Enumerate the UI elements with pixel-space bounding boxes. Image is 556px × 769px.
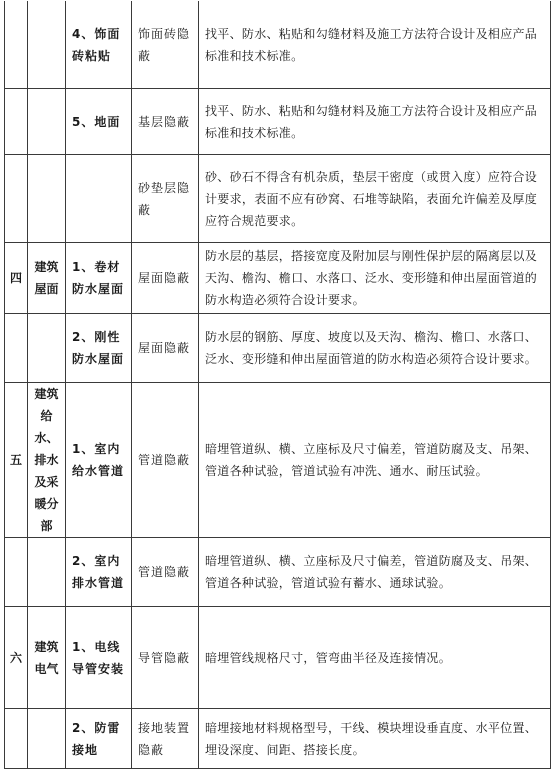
table-row [5,314,551,383]
item-cell: 2、防雷接地 [66,709,132,769]
concealed-type-cell: 接地装置隐蔽 [132,709,199,769]
item-cell: 1、室内给水管道 [66,383,132,538]
concealed-type-cell: 饰面砖隐蔽 [132,1,199,89]
table-row [5,709,551,769]
division-cell [28,709,66,769]
item-cell: 2、刚性防水屋面 [66,314,132,383]
table-row [5,155,551,243]
item-cell: 4、饰面砖粘贴 [66,1,132,89]
table-row [5,607,551,709]
concealed-type-cell: 管道隐蔽 [132,538,199,607]
item-cell: 1、卷材防水屋面 [66,243,132,314]
section-number-cell: 六 [5,607,28,709]
requirement-cell: 暗埋管道纵、横、立座标及尺寸偏差，管道防腐及支、吊架、管道各种试验，管道试验有蓄水、通球试验。 [199,538,551,607]
concealed-type-cell: 基层隐蔽 [132,89,199,155]
requirement-cell: 暗埋管道纵、横、立座标及尺寸偏差，管道防腐及支、吊架、管道各种试验，管道试验有冲洗、通水、耐压试验。 [199,383,551,538]
concealed-type-cell: 屋面隐蔽 [132,314,199,383]
concealed-type-cell: 砂垫层隐蔽 [132,155,199,243]
table-row [5,243,551,314]
concealed-type-cell: 管道隐蔽 [132,383,199,538]
item-cell: 5、地面 [66,89,132,155]
section-number-cell [5,89,28,155]
page-top-edge [4,0,551,1]
table-row [5,89,551,155]
section-number-cell: 四 [5,243,28,314]
section-number-cell [5,1,28,89]
table-row [5,383,551,538]
requirement-cell: 砂、砂石不得含有机杂质，垫层干密度（或贯入度）应符合设计要求，表面不应有砂窝、石堆等缺陷，表面允许偏差及厚度应符合规范要求。 [199,155,551,243]
division-cell [28,1,66,89]
division-cell: 建筑给水、排水及采暖分部 [28,383,66,538]
requirement-cell: 防水层的钢筋、厚度、坡度以及天沟、檐沟、檐口、水落口、泛水、变形缝和伸出屋面管道的防水构造必须符合设计要求。 [199,314,551,383]
section-number-cell: 五 [5,383,28,538]
requirement-cell: 暗埋接地材料规格型号，干线、模块埋设垂直度、水平位置、埋设深度、间距、搭接长度。 [199,709,551,769]
concealed-type-cell: 导管隐蔽 [132,607,199,709]
inspection-table [4,0,551,769]
division-cell [28,155,66,243]
section-number-cell [5,538,28,607]
section-number-cell [5,155,28,243]
table-row [5,538,551,607]
section-number-cell [5,709,28,769]
item-cell [66,155,132,243]
division-cell [28,89,66,155]
requirement-cell: 暗埋管线规格尺寸，管弯曲半径及连接情况。 [199,607,551,709]
division-cell: 建筑电气 [28,607,66,709]
item-cell: 2、室内排水管道 [66,538,132,607]
requirement-cell: 找平、防水、粘贴和勾缝材料及施工方法符合设计及相应产品标准和技术标准。 [199,1,551,89]
section-number-cell [5,314,28,383]
table-row [5,1,551,89]
division-cell [28,538,66,607]
requirement-cell: 防水层的基层，搭接宽度及附加层与刚性保护层的隔离层以及天沟、檐沟、檐口、水落口、泛水、变形缝和伸出屋面管道的防水构造必须符合设计要求。 [199,243,551,314]
requirement-cell: 找平、防水、粘贴和勾缝材料及施工方法符合设计及相应产品标准和技术标准。 [199,89,551,155]
concealed-type-cell: 屋面隐蔽 [132,243,199,314]
item-cell: 1、电线导管安装 [66,607,132,709]
division-cell [28,314,66,383]
division-cell: 建筑屋面 [28,243,66,314]
